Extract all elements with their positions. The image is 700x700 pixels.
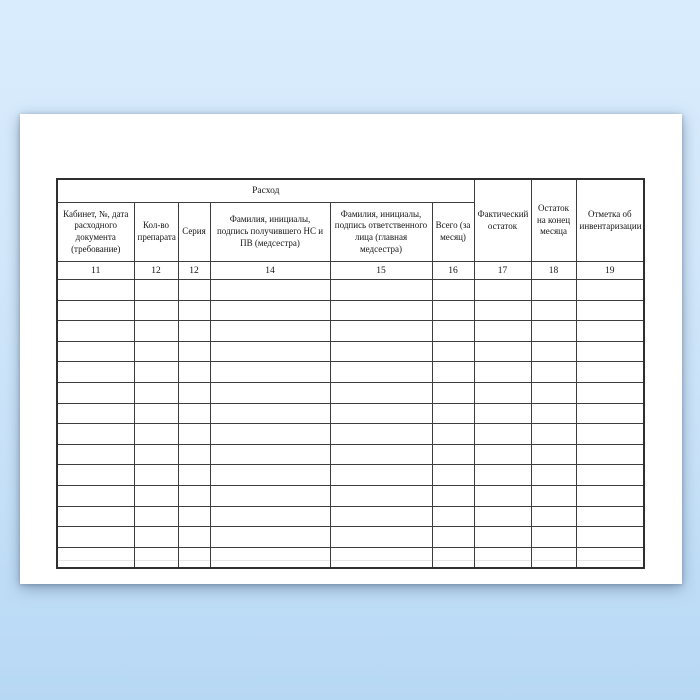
table-row	[57, 506, 644, 527]
empty-cell	[330, 506, 432, 527]
empty-cell	[178, 444, 210, 465]
empty-cell	[57, 485, 134, 506]
empty-cell	[432, 362, 474, 383]
empty-cell	[134, 382, 178, 403]
empty-cell	[178, 321, 210, 342]
empty-cell	[474, 465, 531, 486]
empty-cell	[330, 341, 432, 362]
col-number: 15	[330, 262, 432, 280]
empty-cell	[432, 424, 474, 445]
table-row	[57, 547, 644, 568]
empty-cell	[576, 341, 644, 362]
col-header-drug-qty: Кол-во препарата	[134, 203, 178, 262]
col-number: 16	[432, 262, 474, 280]
empty-cell	[57, 527, 134, 548]
empty-cell	[474, 280, 531, 301]
empty-cell	[432, 321, 474, 342]
empty-cell	[531, 547, 576, 568]
empty-cell	[576, 527, 644, 548]
table-row	[57, 341, 644, 362]
empty-cell	[210, 382, 330, 403]
empty-cell	[210, 300, 330, 321]
empty-cell	[330, 362, 432, 383]
empty-cell	[57, 403, 134, 424]
empty-cell	[134, 465, 178, 486]
empty-cell	[134, 362, 178, 383]
empty-cell	[474, 300, 531, 321]
empty-cell	[210, 465, 330, 486]
table-row	[57, 527, 644, 548]
empty-cell	[57, 341, 134, 362]
empty-cell	[210, 506, 330, 527]
col-number: 17	[474, 262, 531, 280]
col-number: 11	[57, 262, 134, 280]
empty-cell	[330, 485, 432, 506]
empty-cell	[474, 506, 531, 527]
empty-cell	[57, 321, 134, 342]
empty-cell	[432, 341, 474, 362]
empty-cell	[210, 403, 330, 424]
empty-cell	[330, 444, 432, 465]
empty-cell	[531, 362, 576, 383]
empty-cell	[134, 321, 178, 342]
empty-cell	[330, 280, 432, 301]
empty-cell	[57, 280, 134, 301]
empty-cell	[474, 424, 531, 445]
empty-cell	[57, 506, 134, 527]
empty-cell	[432, 280, 474, 301]
table-row	[57, 403, 644, 424]
empty-cell	[474, 321, 531, 342]
empty-cell	[576, 547, 644, 568]
empty-cell	[57, 382, 134, 403]
col-header-series: Серия	[178, 203, 210, 262]
empty-cell	[576, 465, 644, 486]
empty-cell	[134, 547, 178, 568]
table-body	[57, 280, 644, 569]
col-header-cabinet-doc: Кабинет, №, дата расходного документа (требование)	[57, 203, 134, 262]
empty-cell	[134, 300, 178, 321]
col-header-monthly-total: Всего (за месяц)	[432, 203, 474, 262]
empty-cell	[531, 424, 576, 445]
empty-cell	[210, 424, 330, 445]
empty-cell	[178, 341, 210, 362]
col-header-responsible-signature: Фамилия, инициалы, подпись ответственного лица (главная медсестра)	[330, 203, 432, 262]
empty-cell	[210, 362, 330, 383]
empty-cell	[178, 300, 210, 321]
empty-cell	[531, 527, 576, 548]
empty-cell	[134, 527, 178, 548]
group-header-row	[57, 179, 644, 203]
empty-cell	[474, 362, 531, 383]
empty-cell	[474, 485, 531, 506]
empty-cell	[178, 403, 210, 424]
empty-cell	[432, 465, 474, 486]
empty-cell	[330, 403, 432, 424]
col-header-actual-balance: Фактический остаток	[474, 179, 531, 262]
empty-cell	[178, 362, 210, 383]
empty-cell	[210, 444, 330, 465]
empty-cell	[178, 527, 210, 548]
empty-cell	[210, 280, 330, 301]
col-number: 19	[576, 262, 644, 280]
table-row	[57, 485, 644, 506]
empty-cell	[134, 485, 178, 506]
empty-cell	[474, 444, 531, 465]
col-header-recipient-signature: Фамилия, инициалы, подпись получившего НС и ПВ (медсестра)	[210, 203, 330, 262]
empty-cell	[178, 506, 210, 527]
empty-cell	[134, 506, 178, 527]
empty-cell	[576, 280, 644, 301]
empty-cell	[474, 382, 531, 403]
empty-cell	[531, 321, 576, 342]
expense-register-table	[56, 178, 645, 569]
table-row	[57, 300, 644, 321]
empty-cell	[57, 424, 134, 445]
empty-cell	[134, 444, 178, 465]
empty-cell	[178, 280, 210, 301]
table-row	[57, 321, 644, 342]
empty-cell	[576, 403, 644, 424]
empty-cell	[576, 485, 644, 506]
empty-cell	[432, 300, 474, 321]
empty-cell	[531, 444, 576, 465]
empty-cell	[178, 382, 210, 403]
empty-cell	[330, 547, 432, 568]
column-number-row	[57, 262, 644, 280]
empty-cell	[330, 465, 432, 486]
empty-cell	[134, 341, 178, 362]
col-header-month-end-balance: Остаток на конец месяца	[531, 179, 576, 262]
empty-cell	[576, 382, 644, 403]
empty-cell	[432, 382, 474, 403]
empty-cell	[330, 527, 432, 548]
empty-cell	[330, 300, 432, 321]
table-shadow-line	[57, 560, 641, 561]
empty-cell	[474, 547, 531, 568]
col-number: 12	[134, 262, 178, 280]
empty-cell	[330, 382, 432, 403]
group-header-expense: Расход	[57, 179, 474, 203]
empty-cell	[330, 424, 432, 445]
col-number: 12	[178, 262, 210, 280]
empty-cell	[178, 465, 210, 486]
empty-cell	[432, 485, 474, 506]
table-row	[57, 362, 644, 383]
empty-cell	[432, 547, 474, 568]
empty-cell	[57, 300, 134, 321]
empty-cell	[531, 341, 576, 362]
empty-cell	[432, 506, 474, 527]
empty-cell	[531, 280, 576, 301]
empty-cell	[57, 444, 134, 465]
empty-cell	[432, 527, 474, 548]
empty-cell	[330, 321, 432, 342]
table-row	[57, 444, 644, 465]
col-number: 14	[210, 262, 330, 280]
empty-cell	[432, 403, 474, 424]
empty-cell	[210, 341, 330, 362]
empty-cell	[576, 300, 644, 321]
table-row	[57, 424, 644, 445]
empty-cell	[576, 424, 644, 445]
empty-cell	[178, 485, 210, 506]
col-header-inventory-note: Отметка об инвентаризации	[576, 179, 644, 262]
empty-cell	[178, 424, 210, 445]
empty-cell	[474, 403, 531, 424]
table-row	[57, 280, 644, 301]
empty-cell	[531, 465, 576, 486]
empty-cell	[531, 382, 576, 403]
col-number: 18	[531, 262, 576, 280]
empty-cell	[134, 403, 178, 424]
empty-cell	[210, 485, 330, 506]
empty-cell	[57, 362, 134, 383]
empty-cell	[57, 465, 134, 486]
empty-cell	[576, 506, 644, 527]
empty-cell	[210, 547, 330, 568]
empty-cell	[576, 321, 644, 342]
empty-cell	[531, 506, 576, 527]
empty-cell	[531, 485, 576, 506]
empty-cell	[576, 444, 644, 465]
empty-cell	[134, 280, 178, 301]
empty-cell	[531, 403, 576, 424]
empty-cell	[210, 321, 330, 342]
table-row	[57, 465, 644, 486]
empty-cell	[210, 527, 330, 548]
empty-cell	[178, 547, 210, 568]
empty-cell	[432, 444, 474, 465]
table-row	[57, 382, 644, 403]
empty-cell	[134, 424, 178, 445]
empty-cell	[576, 362, 644, 383]
document-page	[20, 114, 682, 584]
empty-cell	[474, 341, 531, 362]
empty-cell	[57, 547, 134, 568]
empty-cell	[474, 527, 531, 548]
empty-cell	[531, 300, 576, 321]
